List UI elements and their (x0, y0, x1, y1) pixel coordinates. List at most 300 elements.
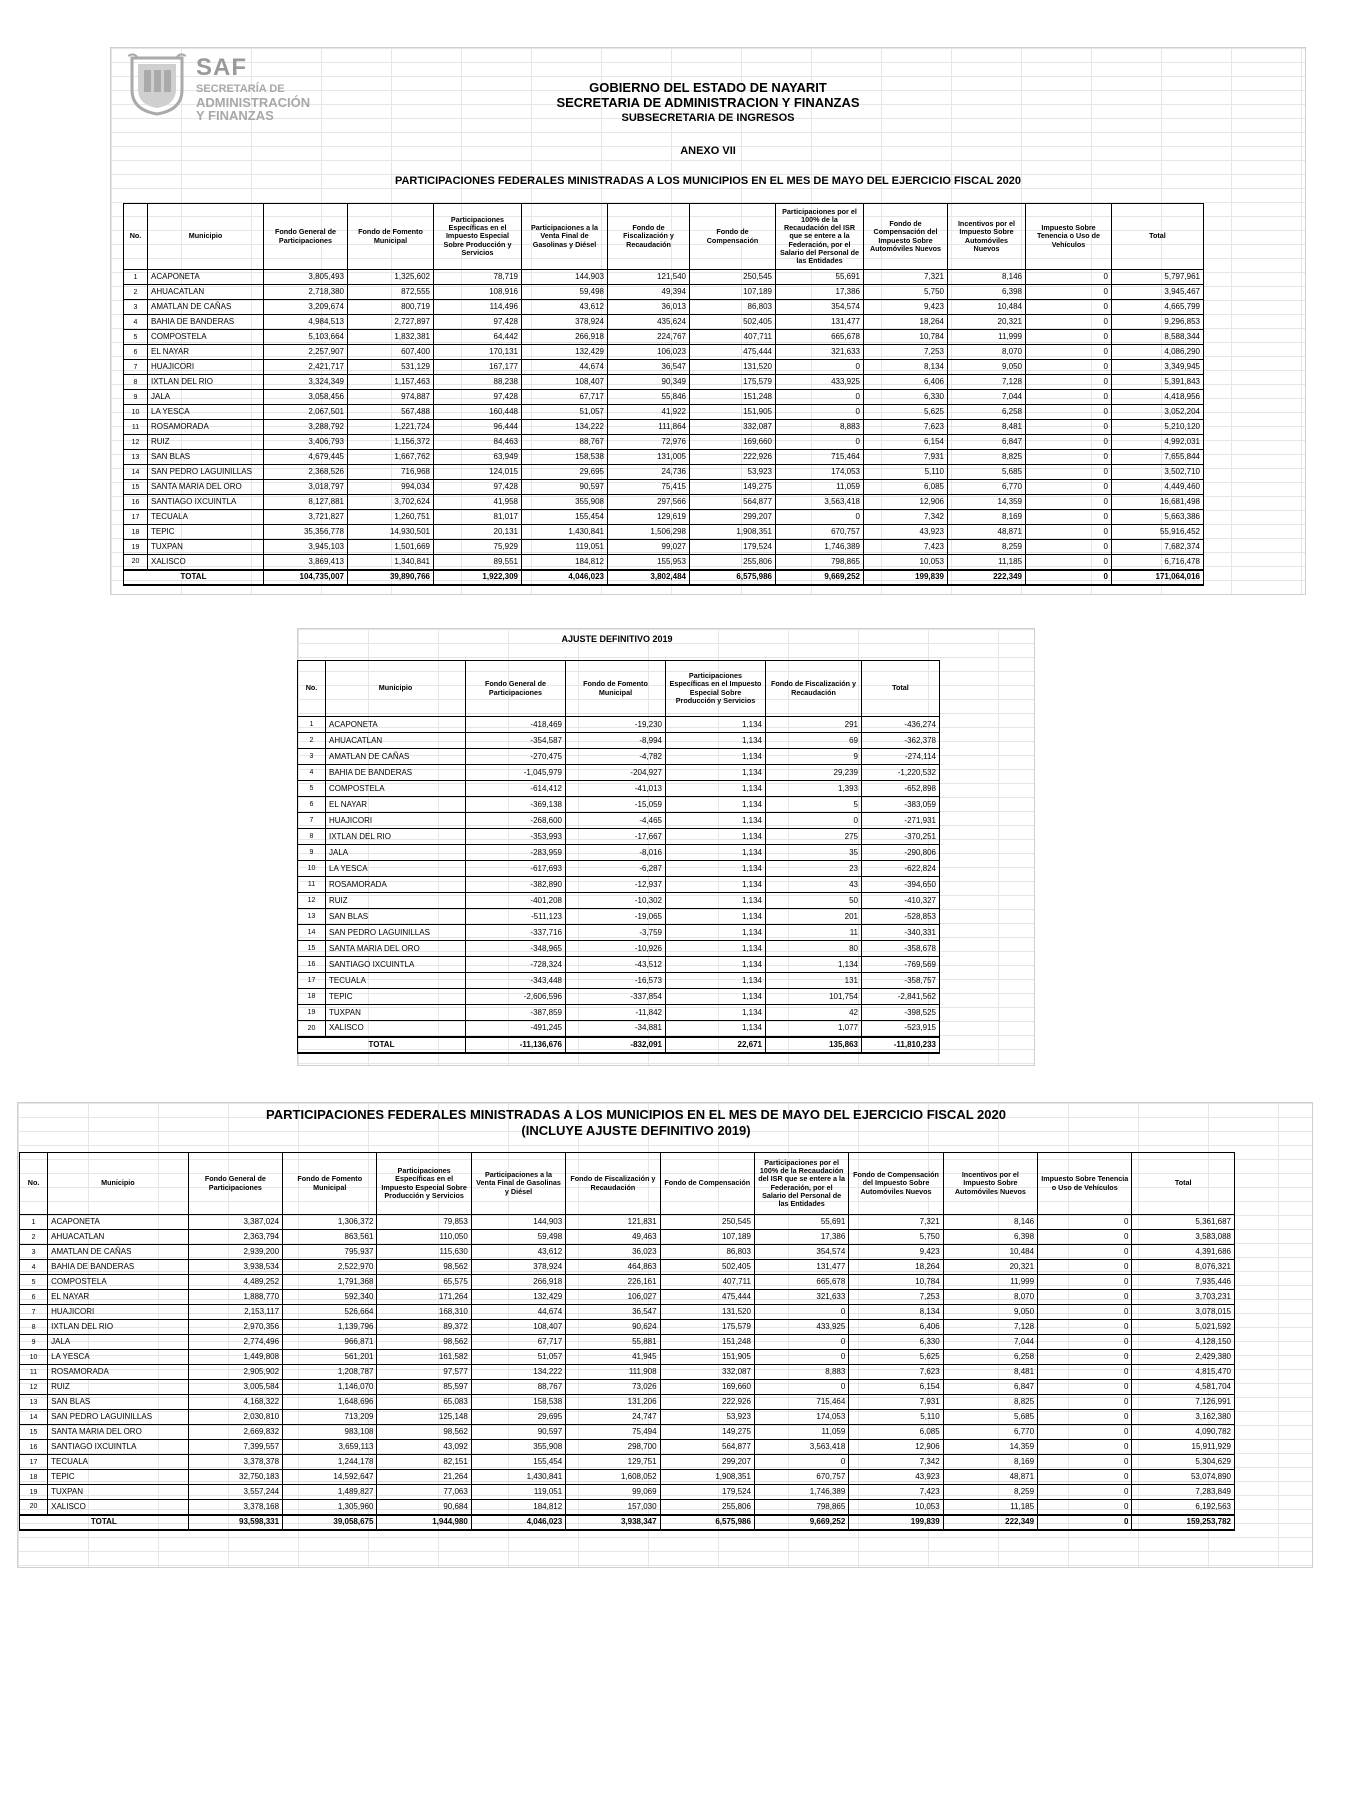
value-cell: 98,562 (377, 1335, 471, 1350)
value-cell: 0 (1026, 495, 1112, 510)
row-number: 16 (298, 957, 326, 973)
value-cell: -382,890 (466, 877, 566, 893)
row-number: 8 (298, 829, 326, 845)
value-cell: 97,428 (434, 390, 522, 405)
table-row (20, 1470, 1235, 1485)
municipio-cell: TEPIC (48, 1470, 189, 1485)
value-cell: 169,660 (660, 1380, 754, 1395)
municipio-cell: ACAPONETA (326, 717, 466, 733)
value-cell: -16,573 (566, 973, 666, 989)
row-number: 1 (20, 1215, 48, 1230)
value-cell: 144,903 (471, 1215, 565, 1230)
value-cell: -271,931 (862, 813, 940, 829)
row-number: 4 (124, 315, 148, 330)
value-cell: 607,400 (348, 345, 434, 360)
value-cell: 8,825 (948, 450, 1026, 465)
value-cell: 106,023 (608, 345, 690, 360)
value-cell: 5 (766, 797, 862, 813)
value-cell: 0 (754, 1455, 848, 1470)
value-cell: 592,340 (283, 1290, 377, 1305)
table-row (298, 813, 940, 829)
total-row (124, 570, 1204, 585)
value-cell: 6,770 (943, 1425, 1037, 1440)
table-row (298, 797, 940, 813)
municipio-cell: HUAJICORI (148, 360, 264, 375)
value-cell: 42 (766, 1005, 862, 1021)
value-cell: 85,597 (377, 1380, 471, 1395)
table-row (298, 861, 940, 877)
value-cell: 6,258 (943, 1350, 1037, 1365)
value-cell: 144,903 (522, 270, 608, 285)
row-number: 10 (20, 1350, 48, 1365)
total-value: 4,046,023 (471, 1515, 565, 1530)
total-value: -832,091 (566, 1037, 666, 1053)
total-value: 222,349 (948, 570, 1026, 585)
value-cell: -728,324 (466, 957, 566, 973)
value-cell: 106,027 (566, 1290, 660, 1305)
value-cell: 5,021,592 (1132, 1320, 1235, 1335)
value-cell: 49,394 (608, 285, 690, 300)
value-cell: 3,378,168 (188, 1500, 282, 1515)
value-cell: 14,592,647 (283, 1470, 377, 1485)
value-cell: 96,444 (434, 420, 522, 435)
total-value: 6,575,986 (660, 1515, 754, 1530)
value-cell: 567,488 (348, 405, 434, 420)
value-cell: 3,162,380 (1132, 1410, 1235, 1425)
value-cell: 97,428 (434, 315, 522, 330)
value-cell: 90,597 (471, 1425, 565, 1440)
value-cell: 3,563,418 (776, 495, 864, 510)
column-header: Municipio (48, 1153, 189, 1215)
value-cell: 715,464 (776, 450, 864, 465)
value-cell: -290,806 (862, 845, 940, 861)
value-cell: 174,053 (776, 465, 864, 480)
value-cell: 155,953 (608, 555, 690, 570)
value-cell: 88,767 (471, 1380, 565, 1395)
table-row (298, 845, 940, 861)
value-cell: 665,678 (776, 330, 864, 345)
value-cell: 158,538 (522, 450, 608, 465)
row-number: 13 (124, 450, 148, 465)
value-cell: 5,625 (849, 1350, 943, 1365)
value-cell: 3,945,467 (1112, 285, 1204, 300)
column-header: Fondo de Compensación (690, 204, 776, 270)
row-number: 18 (124, 525, 148, 540)
value-cell: 4,581,704 (1132, 1380, 1235, 1395)
table-row (124, 300, 1204, 315)
value-cell: 1,134 (666, 813, 766, 829)
value-cell: 2,030,810 (188, 1410, 282, 1425)
value-cell: 226,161 (566, 1275, 660, 1290)
value-cell: 1,501,669 (348, 540, 434, 555)
value-cell: 49,463 (566, 1230, 660, 1245)
value-cell: 3,078,015 (1132, 1305, 1235, 1320)
value-cell: 3,324,349 (264, 375, 348, 390)
value-cell: 1,134 (666, 733, 766, 749)
value-cell: 378,924 (471, 1260, 565, 1275)
value-cell: 5,110 (864, 465, 948, 480)
table-ajuste-definitivo (297, 660, 940, 1054)
row-number: 19 (20, 1485, 48, 1500)
table-row (298, 733, 940, 749)
value-cell: 1,134 (666, 1021, 766, 1037)
value-cell: 14,359 (943, 1440, 1037, 1455)
value-cell: 5,304,629 (1132, 1455, 1235, 1470)
value-cell: 3,406,793 (264, 435, 348, 450)
value-cell: 7,253 (864, 345, 948, 360)
value-cell: 297,566 (608, 495, 690, 510)
total-value: 9,669,252 (776, 570, 864, 585)
value-cell: 171,264 (377, 1290, 471, 1305)
row-number: 12 (298, 893, 326, 909)
value-cell: 250,545 (660, 1215, 754, 1230)
value-cell: 974,887 (348, 390, 434, 405)
value-cell: 8,146 (948, 270, 1026, 285)
value-cell: 6,770 (948, 480, 1026, 495)
value-cell: 0 (754, 1305, 848, 1320)
municipio-cell: TUXPAN (48, 1485, 189, 1500)
value-cell: 6,192,563 (1132, 1500, 1235, 1515)
total-value: 0 (1038, 1515, 1132, 1530)
value-cell: 407,711 (660, 1275, 754, 1290)
municipio-cell: ACAPONETA (48, 1215, 189, 1230)
value-cell: 99,027 (608, 540, 690, 555)
total-label: TOTAL (124, 570, 264, 585)
value-cell: 1,430,841 (522, 525, 608, 540)
value-cell: 2,153,117 (188, 1305, 282, 1320)
value-cell: 125,148 (377, 1410, 471, 1425)
value-cell: 0 (1038, 1500, 1132, 1515)
value-cell: -41,013 (566, 781, 666, 797)
value-cell: 0 (1026, 420, 1112, 435)
value-cell: 2,522,970 (283, 1260, 377, 1275)
value-cell: 170,131 (434, 345, 522, 360)
value-cell: 1,221,724 (348, 420, 434, 435)
value-cell: 291 (766, 717, 862, 733)
value-cell: -1,220,532 (862, 765, 940, 781)
value-cell: 9,050 (943, 1305, 1037, 1320)
value-cell: 713,209 (283, 1410, 377, 1425)
value-cell: -2,841,562 (862, 989, 940, 1005)
row-number: 3 (298, 749, 326, 765)
row-number: 14 (20, 1410, 48, 1425)
row-number: 3 (124, 300, 148, 315)
value-cell: 7,126,991 (1132, 1395, 1235, 1410)
table-row (298, 989, 940, 1005)
value-cell: 90,349 (608, 375, 690, 390)
table-row (124, 480, 1204, 495)
value-cell: 80 (766, 941, 862, 957)
value-cell: -268,600 (466, 813, 566, 829)
value-cell: 11,999 (943, 1275, 1037, 1290)
total-value: 1,922,309 (434, 570, 522, 585)
value-cell: 6,330 (864, 390, 948, 405)
municipio-cell: SANTIAGO IXCUINTLA (326, 957, 466, 973)
total-value: 4,046,023 (522, 570, 608, 585)
column-header: Fondo de Compensación del Impuesto Sobre Automóviles Nuevos (849, 1153, 943, 1215)
value-cell: 4,391,686 (1132, 1245, 1235, 1260)
value-cell: -622,824 (862, 861, 940, 877)
value-cell: 53,923 (660, 1410, 754, 1425)
value-cell: 129,619 (608, 510, 690, 525)
row-number: 11 (298, 877, 326, 893)
value-cell: 43,612 (522, 300, 608, 315)
value-cell: 4,449,460 (1112, 480, 1204, 495)
value-cell: 3,805,493 (264, 270, 348, 285)
total-value: 135,863 (766, 1037, 862, 1053)
value-cell: 475,444 (690, 345, 776, 360)
table-row (124, 435, 1204, 450)
municipio-cell: TECUALA (148, 510, 264, 525)
value-cell: 81,017 (434, 510, 522, 525)
value-cell: 1,134 (666, 765, 766, 781)
value-cell: 7,342 (864, 510, 948, 525)
value-cell: 107,189 (690, 285, 776, 300)
municipio-cell: LA YESCA (48, 1350, 189, 1365)
value-cell: 1,393 (766, 781, 862, 797)
value-cell: 7,623 (864, 420, 948, 435)
value-cell: 800,719 (348, 300, 434, 315)
value-cell: 44,674 (522, 360, 608, 375)
value-cell: 994,034 (348, 480, 434, 495)
value-cell: 8,883 (754, 1365, 848, 1380)
table-row (298, 957, 940, 973)
value-cell: -369,138 (466, 797, 566, 813)
value-cell: 44,674 (471, 1305, 565, 1320)
column-header: Impuesto Sobre Tenencia o Uso de Vehículos (1026, 204, 1112, 270)
value-cell: 716,968 (348, 465, 434, 480)
value-cell: 795,937 (283, 1245, 377, 1260)
value-cell: 670,757 (776, 525, 864, 540)
value-cell: 14,359 (948, 495, 1026, 510)
table-row (124, 360, 1204, 375)
value-cell: -383,059 (862, 797, 940, 813)
table-row (298, 829, 940, 845)
value-cell: 29,239 (766, 765, 862, 781)
table-row (124, 525, 1204, 540)
row-number: 18 (20, 1470, 48, 1485)
value-cell: 11 (766, 925, 862, 941)
total-value: 199,839 (849, 1515, 943, 1530)
annex-label: ANEXO VII (680, 145, 736, 157)
table-row (298, 717, 940, 733)
municipio-cell: XALISCO (48, 1500, 189, 1515)
value-cell: 168,310 (377, 1305, 471, 1320)
total-value: 6,575,986 (690, 570, 776, 585)
value-cell: 1,832,381 (348, 330, 434, 345)
value-cell: 502,405 (660, 1260, 754, 1275)
value-cell: -3,759 (566, 925, 666, 941)
municipio-cell: TECUALA (326, 973, 466, 989)
value-cell: 9,050 (948, 360, 1026, 375)
table-row (20, 1350, 1235, 1365)
value-cell: 0 (1026, 525, 1112, 540)
value-cell: 3,502,710 (1112, 465, 1204, 480)
row-number: 2 (124, 285, 148, 300)
table-row (20, 1215, 1235, 1230)
value-cell: 0 (1026, 315, 1112, 330)
value-cell: 110,050 (377, 1230, 471, 1245)
value-cell: -353,993 (466, 829, 566, 845)
column-header: Participaciones por el 100% de la Recaudación del ISR que se entere a la Federación, por el Salario del Personal de las Entidades (754, 1153, 848, 1215)
value-cell: 7,342 (849, 1455, 943, 1470)
value-cell: 1,260,751 (348, 510, 434, 525)
table-row (298, 925, 940, 941)
value-cell: 1,134 (666, 925, 766, 941)
value-cell: 1,325,602 (348, 270, 434, 285)
value-cell: 72,976 (608, 435, 690, 450)
value-cell: 9 (766, 749, 862, 765)
table-row (20, 1410, 1235, 1425)
value-cell: -1,045,979 (466, 765, 566, 781)
value-cell: 1,134 (666, 957, 766, 973)
value-cell: 59,498 (471, 1230, 565, 1245)
table-participaciones (123, 203, 1204, 586)
value-cell: 299,207 (690, 510, 776, 525)
table-participaciones-con-ajuste (19, 1152, 1235, 1531)
value-cell: 36,547 (608, 360, 690, 375)
total-value: 199,839 (864, 570, 948, 585)
value-cell: 4,665,799 (1112, 300, 1204, 315)
value-cell: -274,114 (862, 749, 940, 765)
value-cell: 0 (1038, 1215, 1132, 1230)
value-cell: 55,691 (754, 1215, 848, 1230)
value-cell: 7,128 (943, 1320, 1037, 1335)
table-row (20, 1425, 1235, 1440)
value-cell: 7,682,374 (1112, 540, 1204, 555)
table-row (124, 555, 1204, 570)
value-cell: 169,660 (690, 435, 776, 450)
value-cell: 4,815,470 (1132, 1365, 1235, 1380)
value-cell: 2,727,897 (348, 315, 434, 330)
column-header: Participaciones Específicas en el Impuesto Especial Sobre Producción y Servicios (434, 204, 522, 270)
value-cell: 131,520 (690, 360, 776, 375)
value-cell: 0 (1038, 1320, 1132, 1335)
value-cell: 184,812 (471, 1500, 565, 1515)
value-cell: 255,806 (660, 1500, 754, 1515)
row-number: 13 (20, 1395, 48, 1410)
value-cell: -15,059 (566, 797, 666, 813)
value-cell: 1,667,762 (348, 450, 434, 465)
value-cell: 0 (1038, 1335, 1132, 1350)
total-value: 22,671 (666, 1037, 766, 1053)
value-cell: 1,134 (666, 941, 766, 957)
municipio-cell: BAHIA DE BANDERAS (148, 315, 264, 330)
value-cell: 155,454 (522, 510, 608, 525)
column-header: Fondo de Compensación (660, 1153, 754, 1215)
row-number: 9 (124, 390, 148, 405)
table-row (124, 465, 1204, 480)
column-header: Total (1112, 204, 1204, 270)
municipio-cell: TECUALA (48, 1455, 189, 1470)
value-cell: -204,927 (566, 765, 666, 781)
row-number: 20 (298, 1021, 326, 1037)
table-row (124, 495, 1204, 510)
value-cell: 0 (1026, 390, 1112, 405)
row-number: 6 (124, 345, 148, 360)
value-cell: 0 (1038, 1275, 1132, 1290)
row-number: 17 (20, 1455, 48, 1470)
value-cell: 78,719 (434, 270, 522, 285)
value-cell: 0 (1038, 1350, 1132, 1365)
value-cell: 119,051 (471, 1485, 565, 1500)
value-cell: 1,791,368 (283, 1275, 377, 1290)
value-cell: 0 (1038, 1260, 1132, 1275)
table-row (124, 345, 1204, 360)
value-cell: -370,251 (862, 829, 940, 845)
value-cell: 0 (1038, 1380, 1132, 1395)
value-cell: 9,423 (849, 1245, 943, 1260)
value-cell: 41,922 (608, 405, 690, 420)
value-cell: 151,248 (660, 1335, 754, 1350)
value-cell: 10,784 (849, 1275, 943, 1290)
value-cell: 0 (1026, 405, 1112, 420)
value-cell: 10,053 (864, 555, 948, 570)
value-cell: 6,398 (943, 1230, 1037, 1245)
municipio-cell: EL NAYAR (148, 345, 264, 360)
value-cell: 354,574 (754, 1245, 848, 1260)
value-cell: 1,908,351 (690, 525, 776, 540)
value-cell: -2,606,596 (466, 989, 566, 1005)
row-number: 15 (124, 480, 148, 495)
value-cell: 3,721,827 (264, 510, 348, 525)
row-number: 7 (298, 813, 326, 829)
value-cell: -8,016 (566, 845, 666, 861)
row-number: 15 (298, 941, 326, 957)
value-cell: 6,847 (948, 435, 1026, 450)
value-cell: 6,154 (864, 435, 948, 450)
table-header-row (298, 661, 940, 717)
value-cell: 0 (1026, 285, 1112, 300)
value-cell: 7,655,844 (1112, 450, 1204, 465)
value-cell: -4,782 (566, 749, 666, 765)
value-cell: 1,134 (666, 861, 766, 877)
header-government: GOBIERNO DEL ESTADO DE NAYARIT (589, 80, 827, 95)
logo-saf-text: SAF (196, 54, 247, 81)
value-cell: 1,134 (666, 909, 766, 925)
value-cell: 3,945,103 (264, 540, 348, 555)
value-cell: -12,937 (566, 877, 666, 893)
value-cell: -769,569 (862, 957, 940, 973)
row-number: 7 (124, 360, 148, 375)
value-cell: 43,092 (377, 1440, 471, 1455)
value-cell: 20,321 (943, 1260, 1037, 1275)
row-number: 5 (298, 781, 326, 797)
value-cell: 8,883 (776, 420, 864, 435)
value-cell: 0 (1026, 270, 1112, 285)
value-cell: 160,448 (434, 405, 522, 420)
value-cell: 132,429 (522, 345, 608, 360)
value-cell: 1,134 (666, 893, 766, 909)
value-cell: 129,751 (566, 1455, 660, 1470)
value-cell: 6,085 (849, 1425, 943, 1440)
value-cell: 1,746,389 (754, 1485, 848, 1500)
value-cell: 0 (1026, 540, 1112, 555)
value-cell: -340,331 (862, 925, 940, 941)
value-cell: 983,108 (283, 1425, 377, 1440)
value-cell: 75,929 (434, 540, 522, 555)
value-cell: 0 (1026, 480, 1112, 495)
value-cell: 77,063 (377, 1485, 471, 1500)
value-cell: 179,524 (690, 540, 776, 555)
value-cell: 131 (766, 973, 862, 989)
value-cell: 7,623 (849, 1365, 943, 1380)
municipio-cell: COMPOSTELA (48, 1275, 189, 1290)
value-cell: 531,129 (348, 360, 434, 375)
value-cell: 0 (1026, 465, 1112, 480)
value-cell: 464,863 (566, 1260, 660, 1275)
value-cell: 6,716,478 (1112, 555, 1204, 570)
